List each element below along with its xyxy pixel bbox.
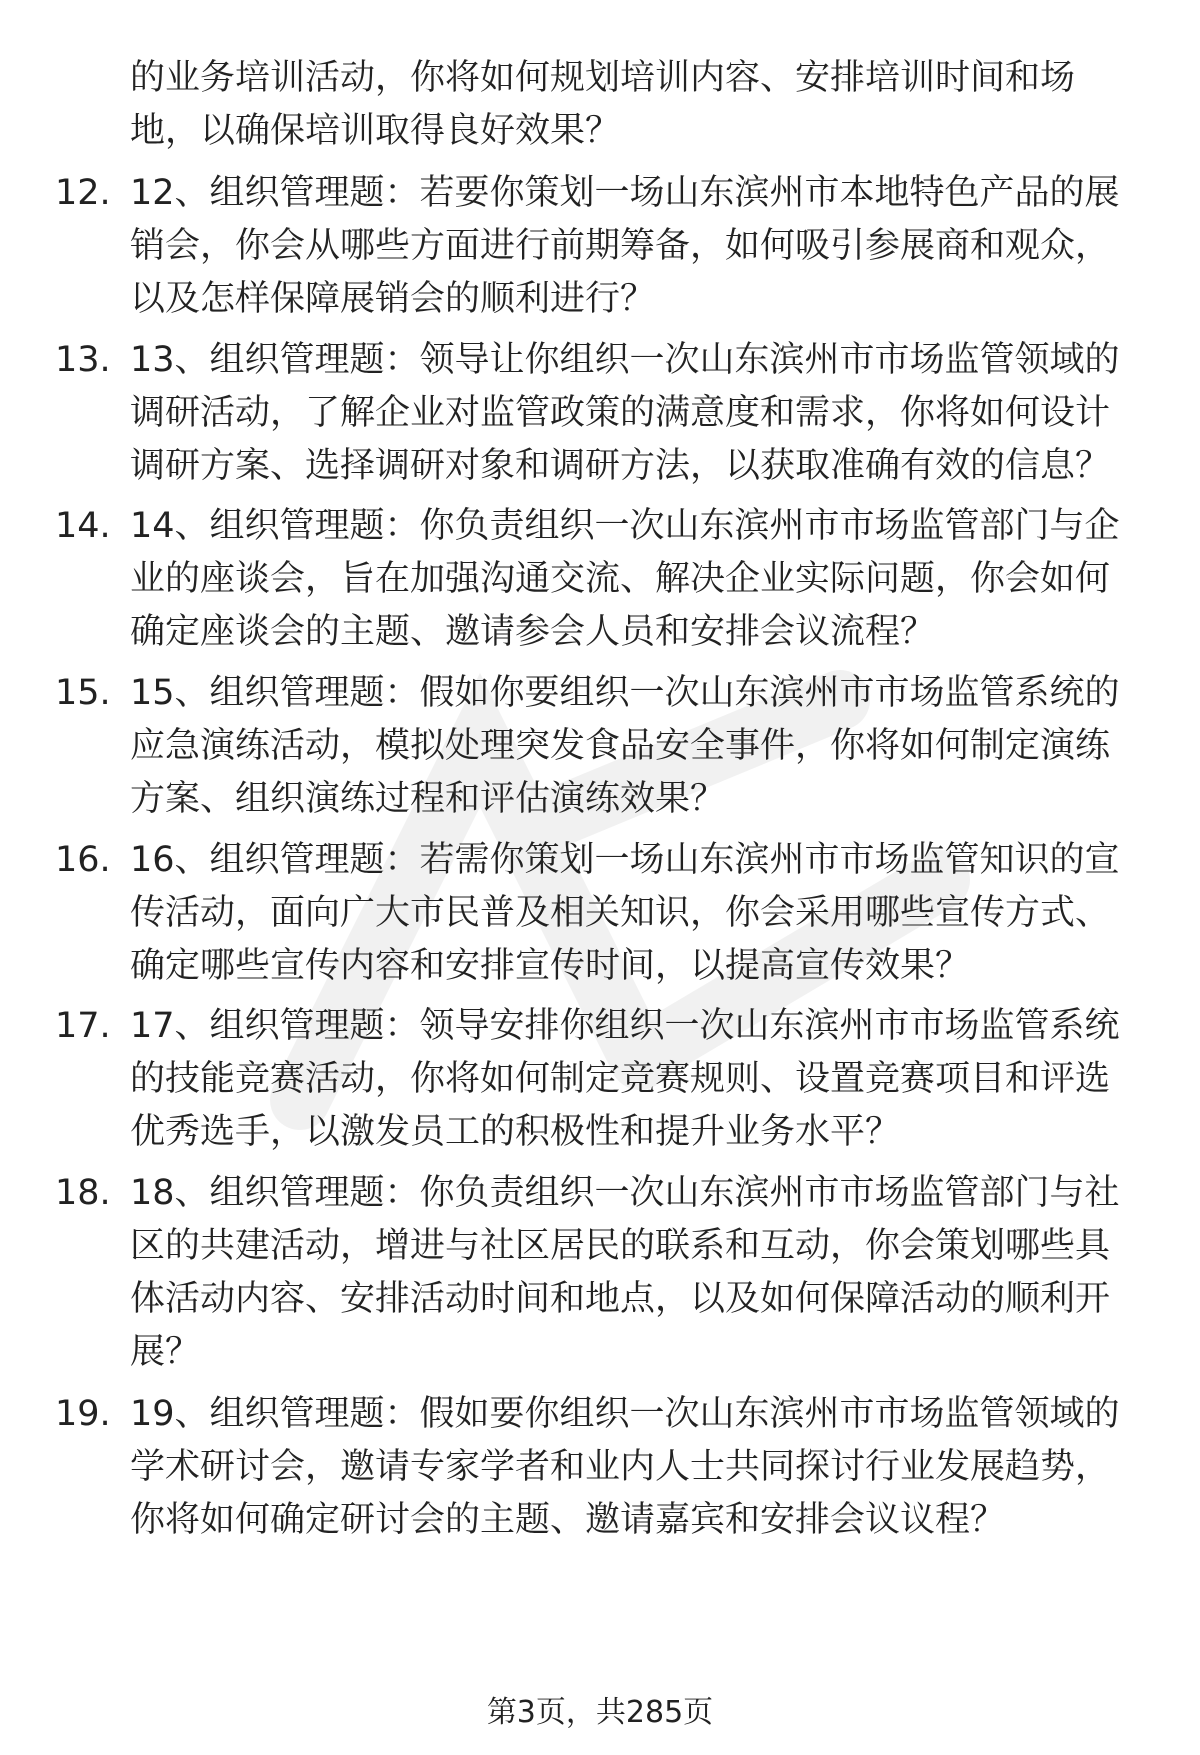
text-line: 应急演练活动，模拟处理突发食品安全事件，你将如何制定演练 xyxy=(130,726,1111,766)
question-text xyxy=(130,334,1150,493)
text-line: 18、组织管理题：你负责组织一次山东滨州市市场监管部门与社 xyxy=(130,1173,1120,1213)
item-number: 18. xyxy=(55,1173,111,1213)
text-line: 调研方案、选择调研对象和调研方法，以获取准确有效的信息？ xyxy=(130,446,1111,486)
text-line: 13、组织管理题：领导让你组织一次山东滨州市市场监管领域的 xyxy=(130,340,1120,380)
item-number: 12. xyxy=(55,173,111,213)
question-text xyxy=(130,1388,1150,1547)
text-line: 15、组织管理题：假如你要组织一次山东滨州市市场监管系统的 xyxy=(130,673,1120,713)
text-line: 销会，你会从哪些方面进行前期筹备，如何吸引参展商和观众， xyxy=(130,226,1111,266)
question-text xyxy=(130,500,1150,659)
text-line: 地，以确保培训取得良好效果？ xyxy=(130,111,621,151)
text-line: 确定哪些宣传内容和安排宣传时间，以提高宣传效果？ xyxy=(130,946,971,986)
question-text xyxy=(130,1000,1150,1159)
text-line: 学术研讨会，邀请专家学者和业内人士共同探讨行业发展趋势， xyxy=(130,1447,1111,1487)
text-line: 19、组织管理题：假如要你组织一次山东滨州市市场监管领域的 xyxy=(130,1394,1120,1434)
item-number: 16. xyxy=(55,840,111,880)
question-text xyxy=(130,167,1150,326)
item-number: 17. xyxy=(55,1006,111,1046)
item-number: 14. xyxy=(55,506,111,546)
text-line: 展？ xyxy=(130,1332,201,1372)
question-text xyxy=(130,834,1150,993)
question-text xyxy=(130,1167,1150,1379)
text-line: 16、组织管理题：若需你策划一场山东滨州市市场监管知识的宣 xyxy=(130,840,1120,880)
question-text xyxy=(130,667,1150,826)
text-line: 的业务培训活动，你将如何规划培训内容、安排培训时间和场 xyxy=(130,58,1076,98)
text-line: 以及怎样保障展销会的顺利进行？ xyxy=(130,279,656,319)
item-number: 15. xyxy=(55,673,111,713)
text-line: 优秀选手，以激发员工的积极性和提升业务水平？ xyxy=(130,1112,901,1152)
text-line: 12、组织管理题：若要你策划一场山东滨州市本地特色产品的展 xyxy=(130,173,1120,213)
question-text xyxy=(130,52,1150,158)
text-line: 调研活动，了解企业对监管政策的满意度和需求，你将如何设计 xyxy=(130,393,1111,433)
item-number: 13. xyxy=(55,340,111,380)
text-line: 方案、组织演练过程和评估演练效果？ xyxy=(130,779,726,819)
text-line: 17、组织管理题：领导安排你组织一次山东滨州市市场监管系统 xyxy=(130,1006,1120,1046)
item-number: 19. xyxy=(55,1394,111,1434)
text-line: 区的共建活动，增进与社区居民的联系和互动，你会策划哪些具 xyxy=(130,1226,1111,1266)
text-line: 你将如何确定研讨会的主题、邀请嘉宾和安排会议议程？ xyxy=(130,1500,1006,1540)
text-line: 业的座谈会，旨在加强沟通交流、解决企业实际问题，你会如何 xyxy=(130,559,1111,599)
text-line: 14、组织管理题：你负责组织一次山东滨州市市场监管部门与企 xyxy=(130,506,1120,546)
page-footer: 第3页，共285页 xyxy=(486,1695,714,1730)
text-line: 传活动，面向广大市民普及相关知识，你会采用哪些宣传方式、 xyxy=(130,893,1111,933)
text-line: 的技能竞赛活动，你将如何制定竞赛规则、设置竞赛项目和评选 xyxy=(130,1059,1111,1099)
text-line: 体活动内容、安排活动时间和地点，以及如何保障活动的顺利开 xyxy=(130,1279,1111,1319)
text-line: 确定座谈会的主题、邀请参会人员和安排会议流程？ xyxy=(130,612,936,652)
